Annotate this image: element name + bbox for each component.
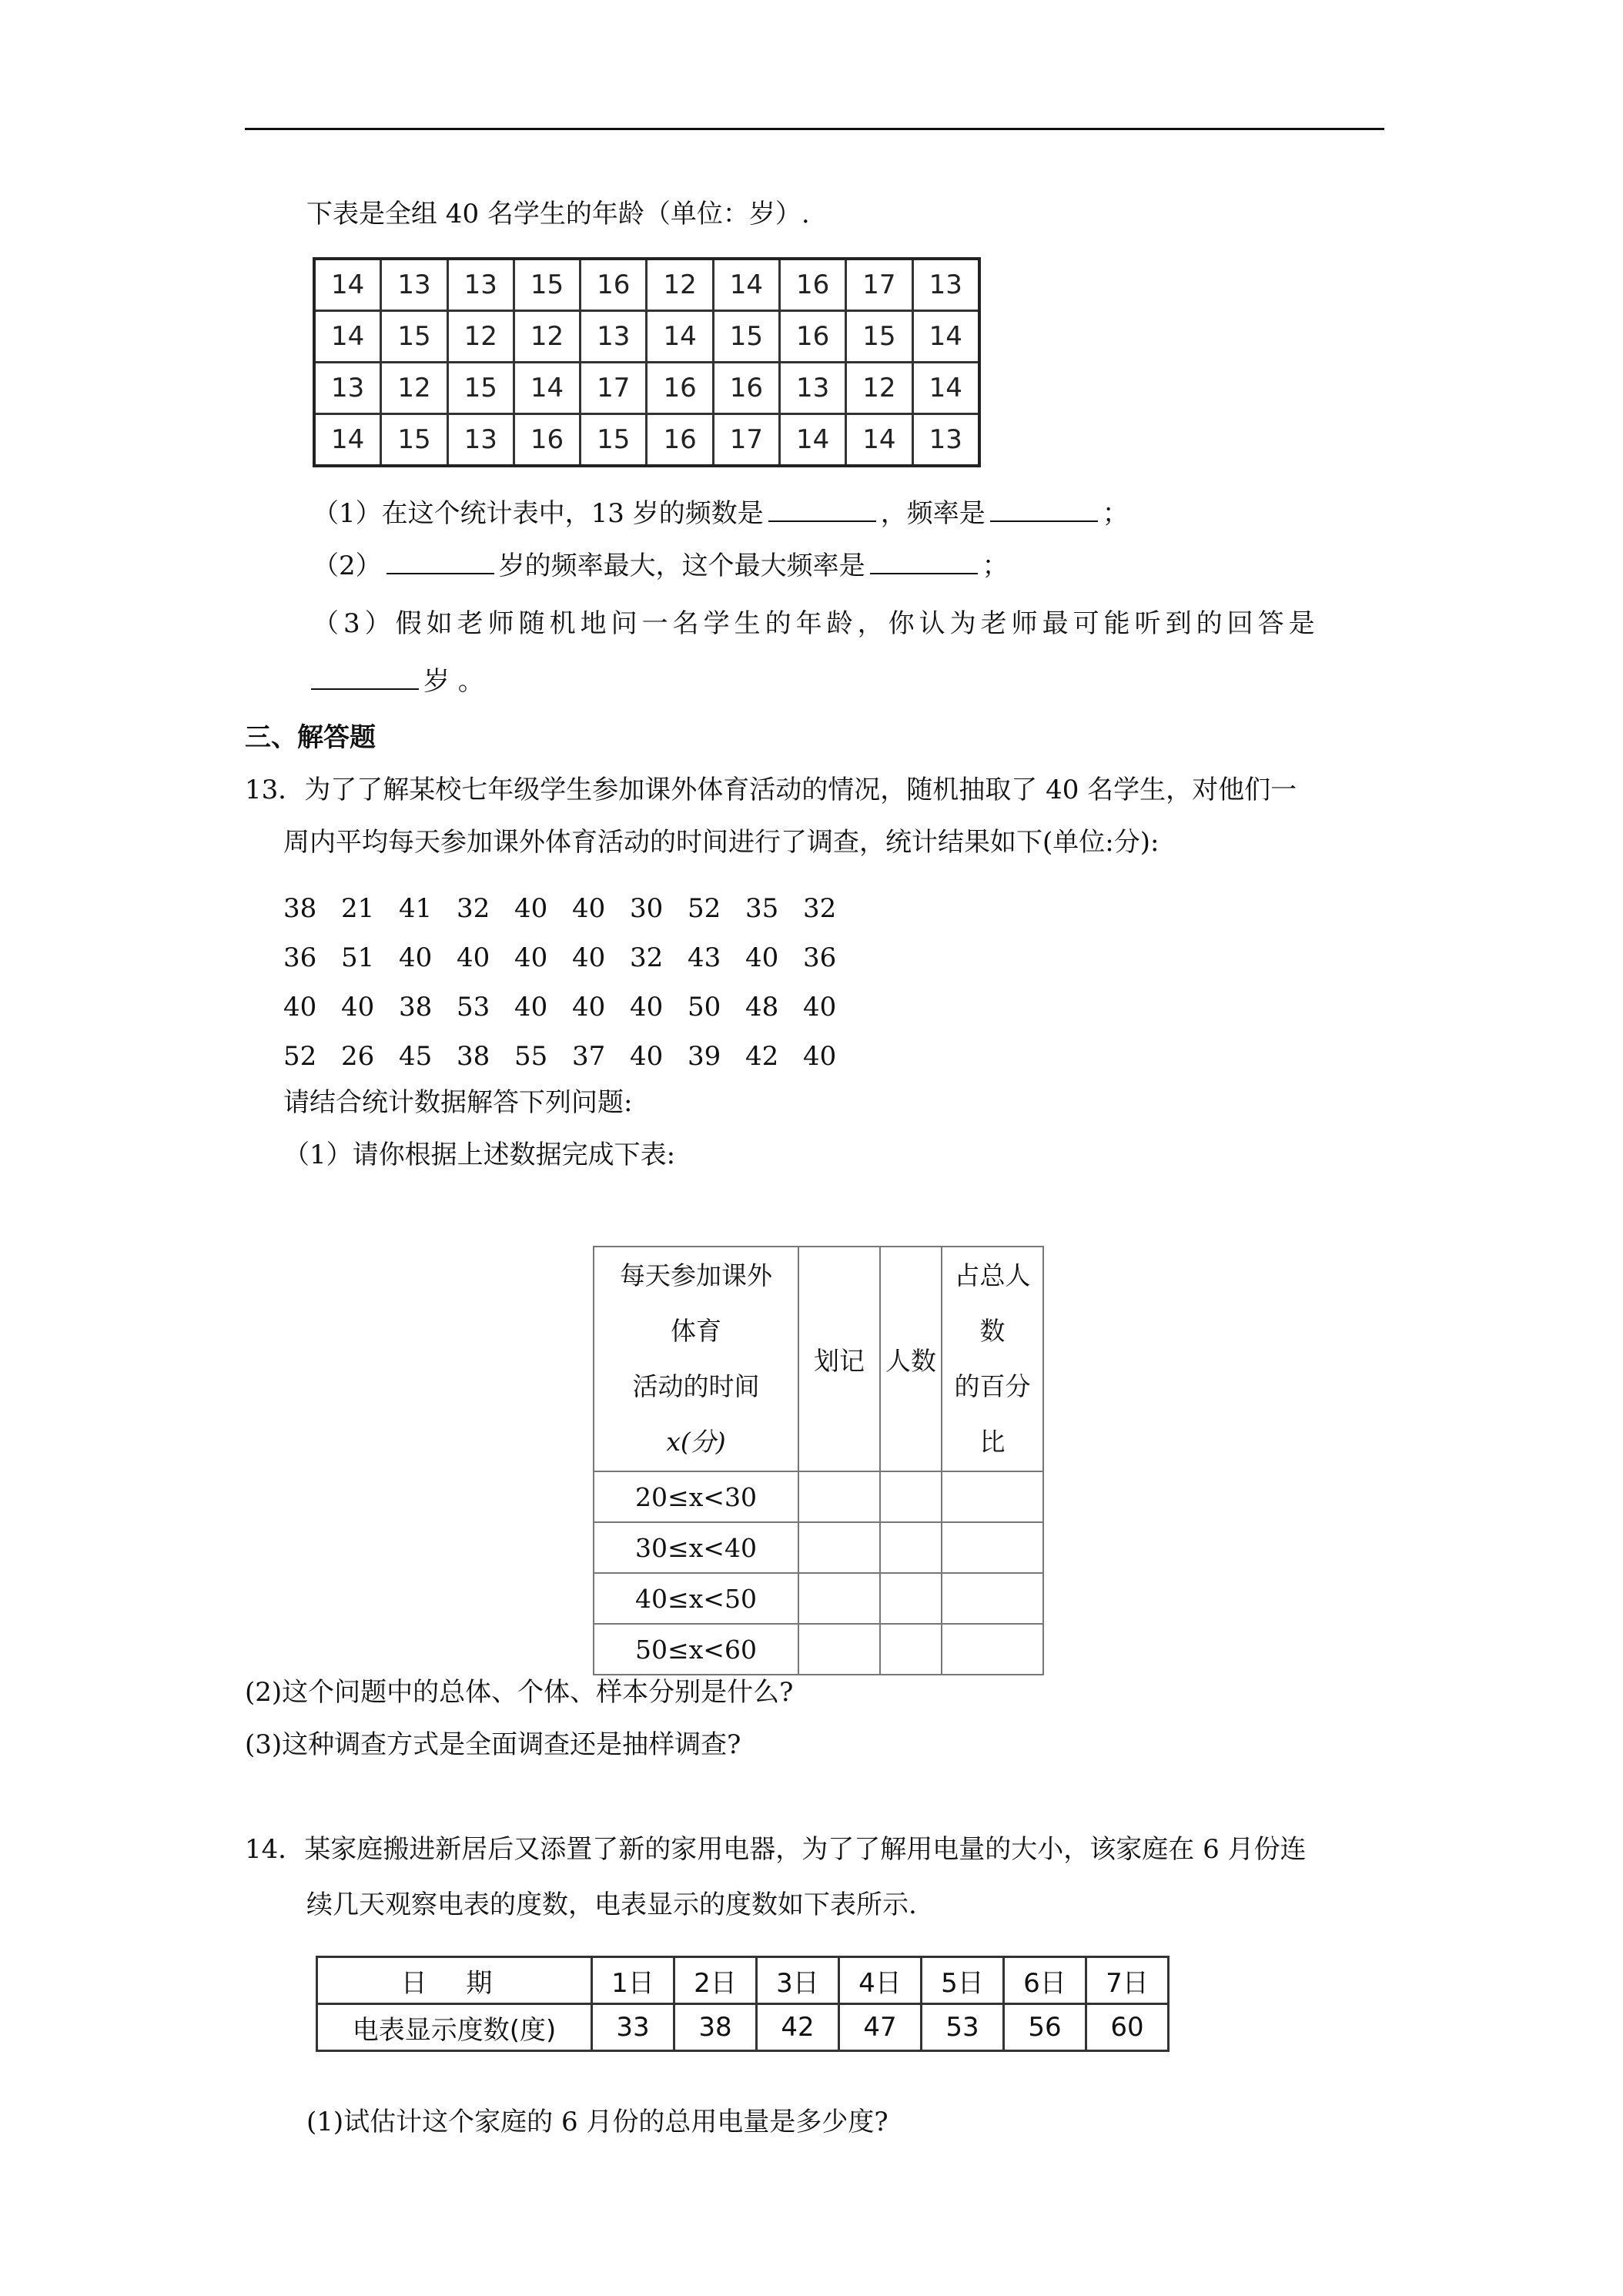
q12-part1	[313, 497, 1129, 530]
header-time-line: 体育	[671, 1316, 721, 1346]
range-cell: 20≤x<30	[594, 1471, 798, 1522]
data-value: 40	[745, 942, 779, 973]
section-heading: 三、解答题	[245, 722, 376, 753]
day-cell: 1日	[592, 1957, 674, 2004]
data-value: 40	[572, 893, 606, 924]
data-value: 36	[803, 942, 837, 973]
age-cell: 15	[514, 259, 580, 311]
data-value: 40	[803, 1041, 837, 1072]
tally-cell[interactable]	[798, 1471, 880, 1522]
age-cell: 14	[912, 363, 979, 414]
q12-p3-text-b: 岁 。	[423, 666, 484, 697]
header-percent-line: 的百分	[954, 1371, 1031, 1401]
q13-part1: （1）请你根据上述数据完成下表:	[283, 1140, 676, 1170]
electricity-table	[316, 1956, 1170, 2052]
count-cell[interactable]	[880, 1522, 942, 1573]
table-row	[594, 1624, 1043, 1675]
answer-blank[interactable]	[311, 665, 419, 690]
day-cell: 3日	[757, 1957, 839, 2004]
data-value: 40	[630, 1041, 664, 1072]
reading-cell: 47	[839, 2004, 922, 2051]
age-cell: 13	[581, 311, 647, 363]
data-value: 40	[630, 992, 664, 1022]
q12-part3: （3）假如老师随机地问一名学生的年龄，你认为老师最可能听到的回答是	[313, 608, 1320, 639]
q14-line2: 续几天观察电表的度数，电表显示的度数如下表所示.	[306, 1889, 917, 1920]
data-value: 40	[572, 942, 606, 973]
reading-cell: 38	[674, 2004, 757, 2051]
header-percent-line: 占总人	[954, 1260, 1031, 1290]
intro-text: 下表是全组 40 名学生的年龄（单位：岁）.	[306, 199, 810, 229]
tally-cell[interactable]	[798, 1522, 880, 1573]
data-value: 51	[341, 942, 375, 973]
data-value: 30	[630, 893, 664, 924]
header-time-line: 每天参加课外	[620, 1260, 772, 1290]
range-cell: 30≤x<40	[594, 1522, 798, 1573]
q14-part1: (1)试估计这个家庭的 6 月份的总用电量是多少度?	[306, 2107, 888, 2137]
range-cell: 40≤x<50	[594, 1573, 798, 1624]
header-count: 人数	[880, 1247, 942, 1471]
data-row	[283, 982, 861, 1032]
header-tally: 划记	[798, 1247, 880, 1471]
count-cell[interactable]	[880, 1573, 942, 1624]
age-cell: 17	[846, 259, 912, 311]
day-cell: 7日	[1086, 1957, 1169, 2004]
date-label: 日 期	[317, 1957, 592, 2004]
data-value: 32	[630, 942, 664, 973]
data-value: 40	[803, 992, 837, 1022]
tally-cell[interactable]	[798, 1624, 880, 1675]
q12-part2	[313, 550, 1009, 582]
data-value: 50	[688, 992, 721, 1022]
data-row	[283, 933, 861, 982]
reading-cell: 60	[1086, 2004, 1169, 2051]
age-cell: 14	[713, 259, 779, 311]
data-value: 38	[283, 893, 317, 924]
age-cell: 12	[846, 363, 912, 414]
age-cell: 13	[381, 259, 447, 311]
answer-blank[interactable]	[387, 550, 494, 574]
data-value: 42	[745, 1041, 779, 1072]
percent-cell[interactable]	[942, 1624, 1043, 1675]
reading-cell: 56	[1004, 2004, 1086, 2051]
age-cell: 17	[713, 414, 779, 467]
q12-part3-answer	[306, 665, 484, 698]
age-cell: 12	[381, 363, 447, 414]
age-cell: 16	[514, 414, 580, 467]
header-percent-line: 数	[979, 1316, 1006, 1346]
q13-line2: 周内平均每天参加课外体育活动的时间进行了调查，统计结果如下(单位:分):	[283, 827, 1160, 858]
age-cell: 12	[447, 311, 514, 363]
data-value: 26	[341, 1041, 375, 1072]
q13-part2: (2)这个问题中的总体、个体、样本分别是什么?	[245, 1677, 794, 1708]
percent-cell[interactable]	[942, 1522, 1043, 1573]
data-row	[283, 884, 861, 933]
age-cell: 17	[581, 363, 647, 414]
header-time-line: 活动的时间	[632, 1371, 760, 1401]
answer-blank[interactable]	[768, 497, 876, 522]
table-row	[314, 363, 979, 414]
table-row	[594, 1471, 1043, 1522]
frequency-table	[593, 1246, 1044, 1675]
day-cell: 5日	[922, 1957, 1004, 2004]
age-cell: 16	[581, 259, 647, 311]
age-cell: 14	[912, 311, 979, 363]
table-row	[317, 2004, 1169, 2051]
age-cell: 14	[846, 414, 912, 467]
data-value: 53	[457, 992, 490, 1022]
q12-p1-text-c: ；	[1102, 498, 1129, 529]
data-value: 40	[514, 942, 548, 973]
q12-p2-text-b: 岁的频率最大，这个最大频率是	[498, 551, 865, 581]
data-value: 55	[514, 1041, 548, 1072]
age-cell: 16	[647, 363, 713, 414]
age-cell: 12	[647, 259, 713, 311]
reading-label: 电表显示度数(度)	[317, 2004, 592, 2051]
day-cell: 4日	[839, 1957, 922, 2004]
age-cell: 13	[912, 259, 979, 311]
reading-cell: 33	[592, 2004, 674, 2051]
percent-cell[interactable]	[942, 1573, 1043, 1624]
data-value: 40	[399, 942, 433, 973]
age-cell: 13	[447, 414, 514, 467]
data-value: 52	[688, 893, 721, 924]
data-value: 52	[283, 1041, 317, 1072]
reading-cell: 42	[757, 2004, 839, 2051]
data-value: 40	[457, 942, 490, 973]
age-cell: 16	[780, 311, 846, 363]
data-value: 39	[688, 1041, 721, 1072]
day-cell: 2日	[674, 1957, 757, 2004]
age-cell: 13	[912, 414, 979, 467]
header-percent	[942, 1247, 1043, 1471]
header-percent-line: 比	[979, 1427, 1006, 1457]
q14-line1: 14．某家庭搬进新居后又添置了新的家用电器，为了了解用电量的大小，该家庭在 6 月份连	[245, 1834, 1307, 1865]
data-value: 40	[341, 992, 375, 1022]
data-value: 32	[457, 893, 490, 924]
age-cell: 14	[314, 311, 381, 363]
table-row	[314, 414, 979, 467]
q13-part3: (3)这种调查方式是全面调查还是抽样调查?	[245, 1729, 741, 1760]
age-cell: 15	[447, 363, 514, 414]
table-row	[314, 311, 979, 363]
age-cell: 14	[514, 363, 580, 414]
table-row	[317, 1957, 1169, 2004]
day-cell: 6日	[1004, 1957, 1086, 2004]
percent-cell[interactable]	[942, 1471, 1043, 1522]
age-cell: 15	[713, 311, 779, 363]
data-value: 41	[399, 893, 433, 924]
data-value: 21	[341, 893, 375, 924]
age-cell: 15	[581, 414, 647, 467]
age-cell: 13	[314, 363, 381, 414]
age-cell: 15	[846, 311, 912, 363]
age-cell: 15	[381, 414, 447, 467]
count-cell[interactable]	[880, 1624, 942, 1675]
q13-line1: 13．为了了解某校七年级学生参加课外体育活动的情况，随机抽取了 40 名学生，对他们一	[245, 775, 1297, 805]
range-cell: 50≤x<60	[594, 1624, 798, 1675]
data-value: 45	[399, 1041, 433, 1072]
answer-blank[interactable]	[870, 550, 978, 574]
data-value: 48	[745, 992, 779, 1022]
reading-cell: 53	[922, 2004, 1004, 2051]
header-time-line: x(分)	[666, 1427, 726, 1457]
data-value: 37	[572, 1041, 606, 1072]
age-cell: 16	[647, 414, 713, 467]
data-value: 38	[399, 992, 433, 1022]
q12-p1-text-b: ，频率是	[880, 498, 986, 529]
data-row	[283, 1032, 861, 1081]
table-row	[594, 1522, 1043, 1573]
data-value: 40	[283, 992, 317, 1022]
table-row	[594, 1573, 1043, 1624]
answer-blank[interactable]	[990, 497, 1098, 522]
data-value: 43	[688, 942, 721, 973]
header-rule	[245, 128, 1384, 130]
age-cell: 14	[314, 259, 381, 311]
age-cell: 12	[514, 311, 580, 363]
age-cell: 14	[314, 414, 381, 467]
count-cell[interactable]	[880, 1471, 942, 1522]
table-row	[314, 259, 979, 311]
data-value: 35	[745, 893, 779, 924]
ages-table	[313, 257, 981, 467]
data-value: 40	[514, 893, 548, 924]
q12-p2-text-a: （2）	[313, 551, 382, 581]
q13-data-grid	[283, 884, 861, 1081]
q12-p1-text-a: （1）在这个统计表中，13 岁的频数是	[313, 498, 764, 529]
age-cell: 16	[713, 363, 779, 414]
data-value: 36	[283, 942, 317, 973]
data-value: 38	[457, 1041, 490, 1072]
age-cell: 14	[647, 311, 713, 363]
age-cell: 14	[780, 414, 846, 467]
data-value: 32	[803, 893, 837, 924]
tally-cell[interactable]	[798, 1573, 880, 1624]
q12-p2-text-c: ；	[982, 551, 1009, 581]
data-value: 40	[514, 992, 548, 1022]
age-cell: 13	[447, 259, 514, 311]
age-cell: 15	[381, 311, 447, 363]
age-cell: 13	[780, 363, 846, 414]
header-time	[594, 1247, 798, 1471]
age-cell: 16	[780, 259, 846, 311]
q13-instruction: 请结合统计数据解答下列问题:	[283, 1087, 633, 1118]
data-value: 40	[572, 992, 606, 1022]
